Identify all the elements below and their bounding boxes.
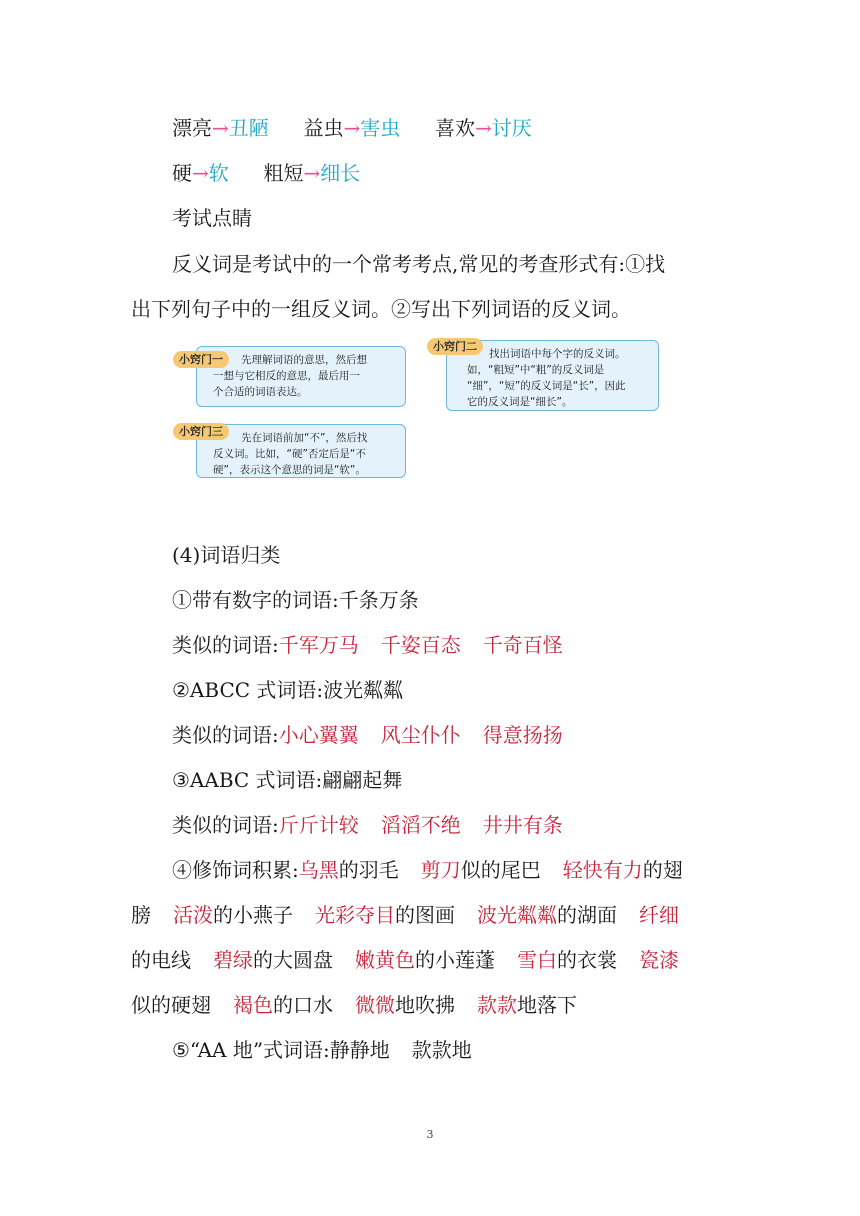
s4-line-1: ④修饰词积累:乌黑的羽毛 剪刀似的尾巴 轻快有力的翅 — [172, 858, 683, 882]
arrow-icon: → — [343, 116, 361, 140]
exam-paragraph-line-2: 出下列句子中的一组反义词。②写出下列词语的反义词。 — [131, 297, 631, 321]
s1-similar: 类似的词语:千军万马 千姿百态 千奇百怪 — [172, 633, 563, 657]
arrow-icon: → — [212, 116, 229, 140]
page-number: 3 — [426, 1128, 434, 1141]
tip-box-1: 小窍门一 先理解词语的意思，然后想 一想与它相反的意思，最后用一 个合适的词语表达。 — [196, 346, 406, 407]
s4-line-4: 似的硬翅 褐色的口水 微微地吹拂 款款地落下 — [131, 993, 577, 1017]
s3-similar: 类似的词语:斤斤计较 滔滔不绝 井井有条 — [172, 813, 563, 837]
classify-heading: (4)词语归类 — [172, 543, 281, 567]
arrow-icon: → — [192, 161, 209, 185]
arrow-icon: → — [303, 161, 321, 185]
s1-label: ①带有数字的词语:千条万条 — [172, 588, 419, 612]
s4-line-2: 膀 活泼的小燕子 光彩夺目的图画 波光粼粼的湖面 纤细 — [131, 903, 679, 927]
s4-line-3: 的电线 碧绿的大圆盘 嫩黄色的小莲蓬 雪白的衣裳 瓷漆 — [131, 948, 679, 972]
tip-box-2: 小窍门二 找出词语中每个字的反义词。 如，“粗短”中“粗”的反义词是 “细”，“短”的反义词是“长”，因此 它的反义词是“细长”。 — [446, 340, 659, 411]
tip-tag-3: 小窍门三 — [173, 423, 229, 440]
antonym-row-2: 硬→软 粗短→细长 — [172, 161, 361, 185]
s3-label: ③AABC 式词语:翩翩起舞 — [172, 768, 403, 792]
exam-heading: 考试点睛 — [172, 206, 252, 230]
antonym-row-1: 漂亮→丑陋 益虫→害虫 喜欢→讨厌 — [172, 116, 532, 140]
s2-label: ②ABCC 式词语:波光粼粼 — [172, 678, 404, 702]
s5-label: ⑤“AA 地”式词语:静静地 款款地 — [172, 1038, 472, 1062]
s2-similar: 类似的词语:小心翼翼 风尘仆仆 得意扬扬 — [172, 723, 563, 747]
arrow-icon: → — [474, 116, 492, 140]
tip-box-3: 小窍门三 先在词语前加“不”，然后找 反义词。比如，“硬”否定后是“不 硬”，表示这个意思的词是“软”。 — [196, 424, 406, 478]
tip-tag-1: 小窍门一 — [173, 351, 229, 368]
tip-tag-2: 小窍门二 — [427, 338, 483, 355]
exam-paragraph-line-1: 反义词是考试中的一个常考考点,常见的考查形式有:①找 — [172, 252, 666, 276]
